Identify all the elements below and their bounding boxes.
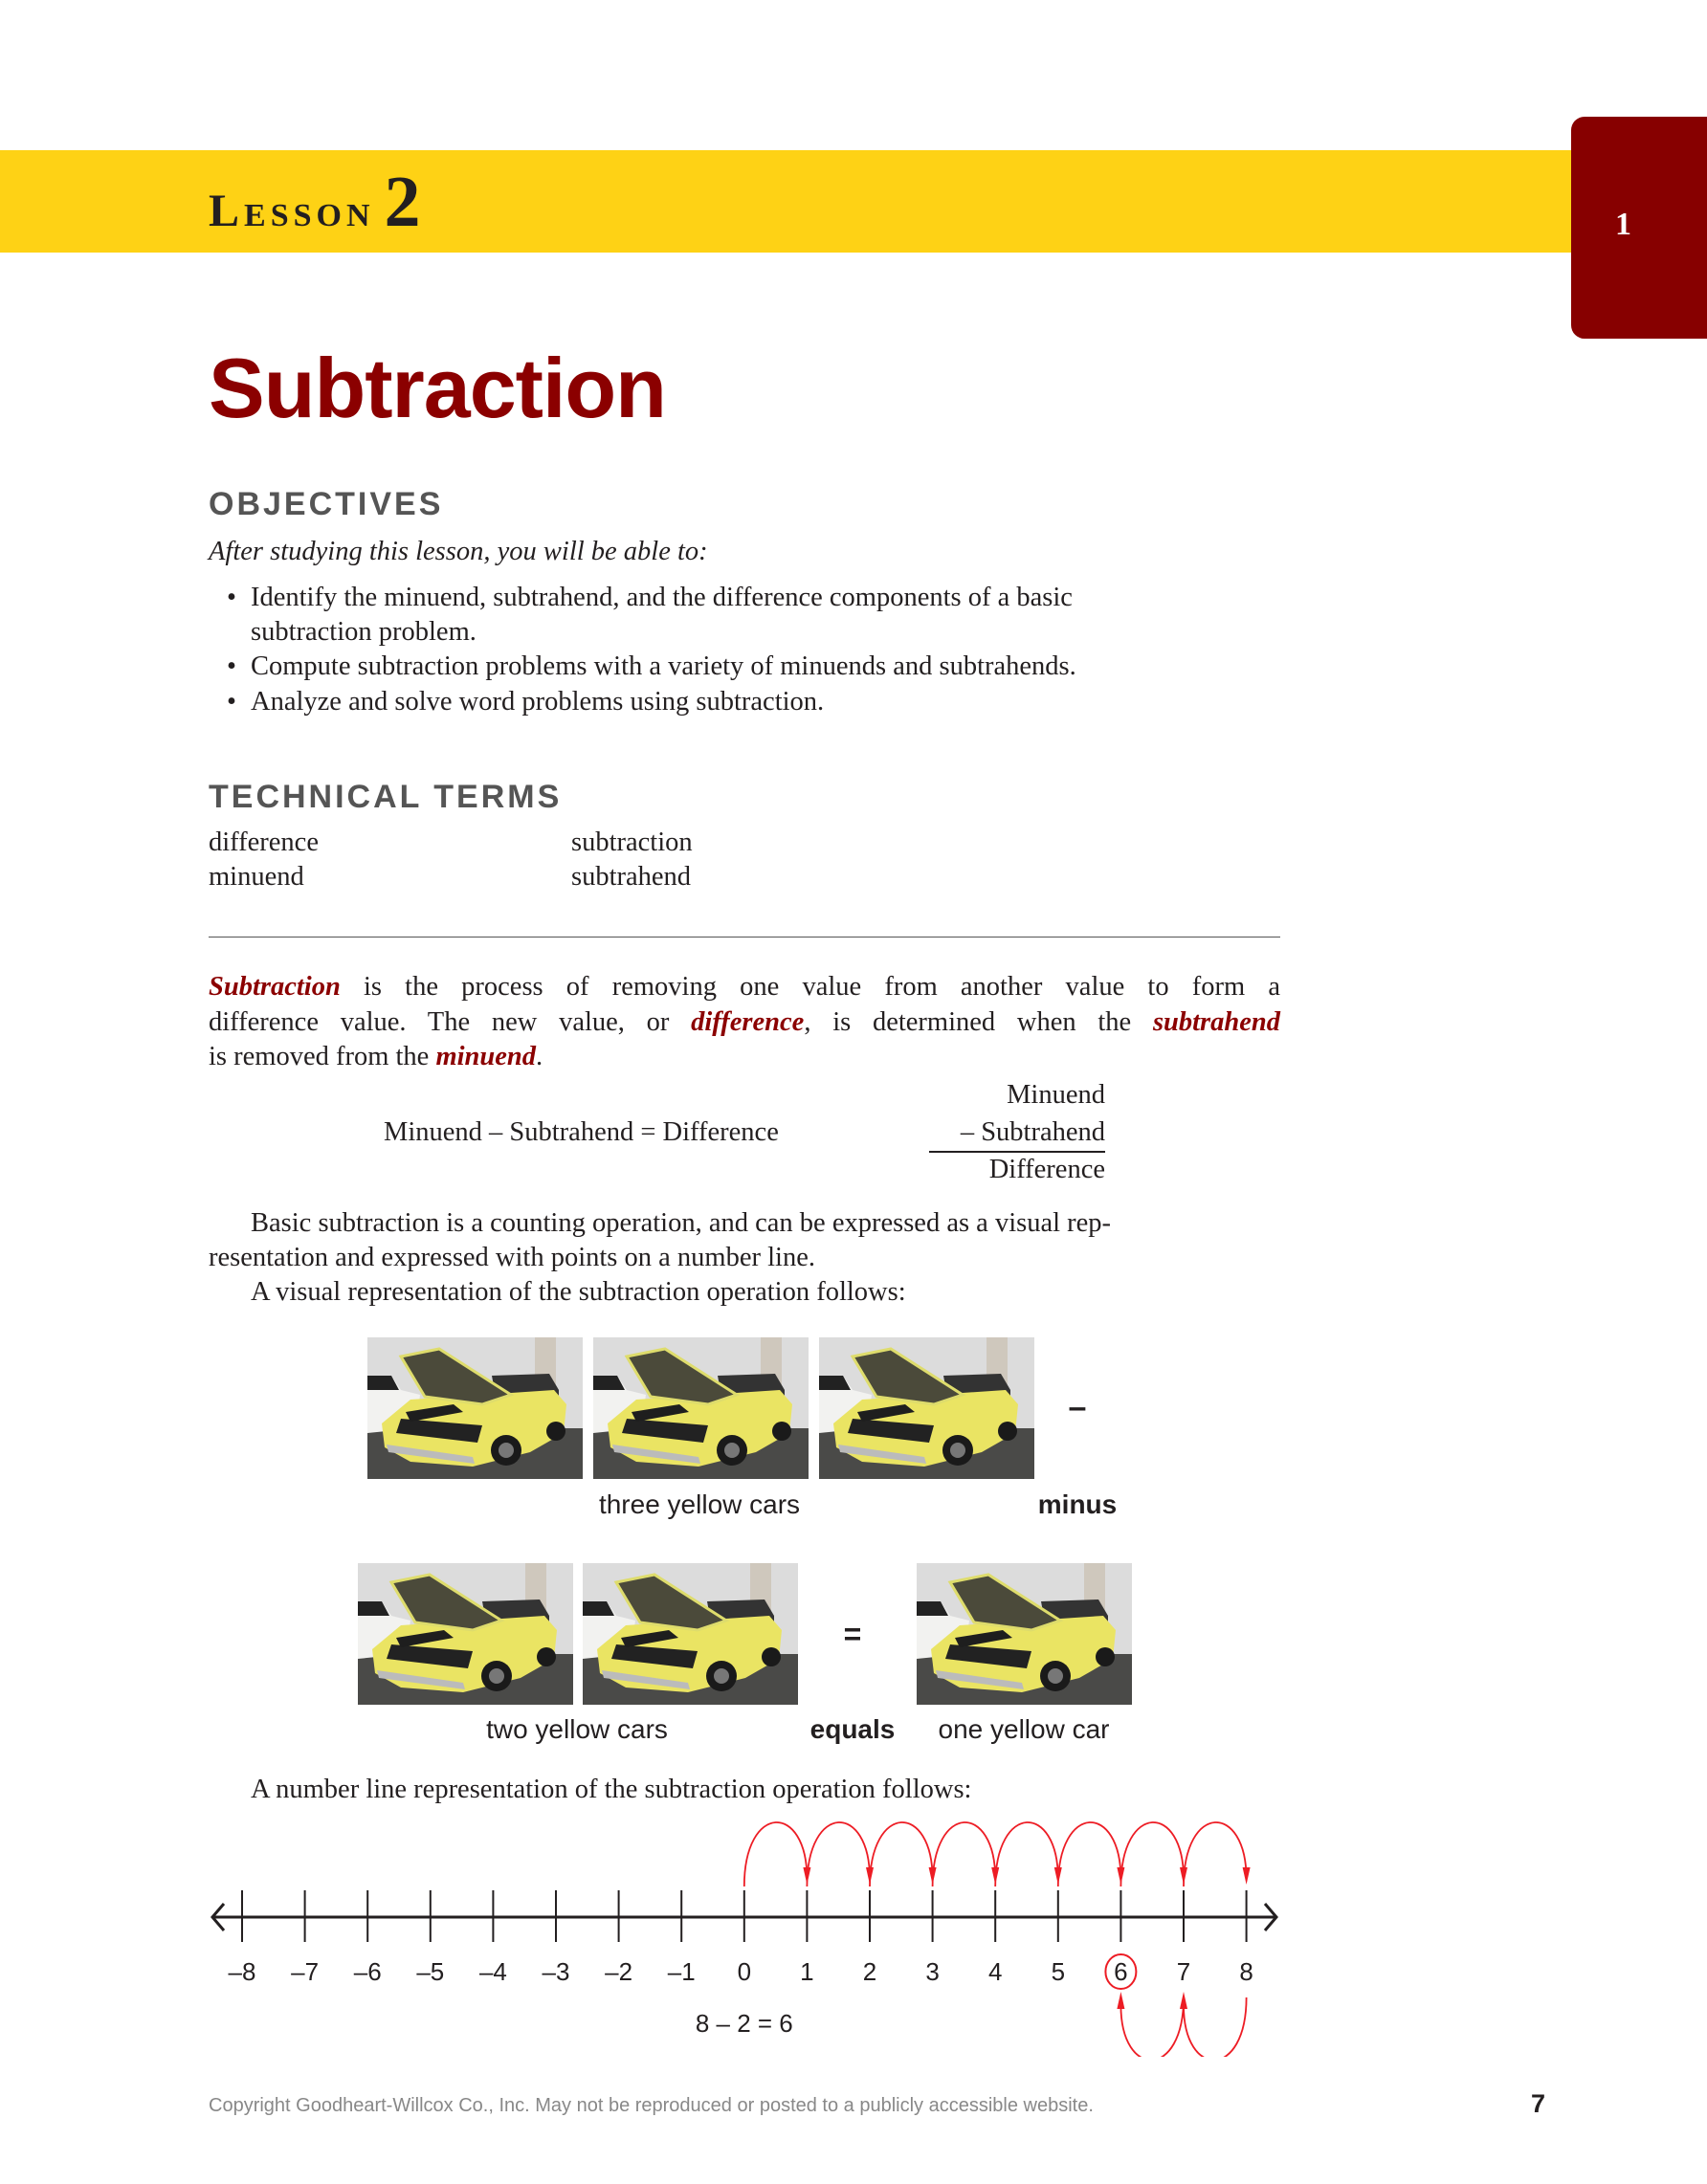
page-title: Subtraction bbox=[209, 341, 666, 435]
definition-line-2 bbox=[209, 1005, 1280, 1040]
term: subtraction bbox=[571, 827, 693, 857]
forward-hop-arc bbox=[995, 1822, 1058, 1886]
section-divider bbox=[209, 937, 1280, 938]
tick-label: 0 bbox=[737, 1957, 752, 1986]
tick-label: –5 bbox=[416, 1957, 445, 1986]
arrowhead-icon bbox=[1117, 1992, 1124, 2009]
equals-symbol: = bbox=[843, 1617, 862, 1651]
yellow-car-image bbox=[358, 1563, 573, 1705]
lesson-label bbox=[209, 161, 421, 244]
body-text: A visual representation of the subtraction operation follows: bbox=[251, 1277, 906, 1307]
objective-bullet: • bbox=[227, 687, 236, 717]
tick-label: 7 bbox=[1176, 1957, 1191, 1986]
backward-hop-arc bbox=[1184, 1997, 1247, 2057]
term-subtraction: Subtraction bbox=[209, 972, 341, 1002]
forward-hop-arc bbox=[744, 1822, 808, 1886]
minus-symbol: – bbox=[1068, 1389, 1087, 1425]
tick-label: –4 bbox=[478, 1957, 507, 1986]
objectives-heading: OBJECTIVES bbox=[209, 486, 444, 522]
forward-hop-arc bbox=[1184, 1822, 1247, 1886]
term: minuend bbox=[209, 862, 304, 892]
tick-label: –2 bbox=[605, 1957, 633, 1986]
forward-hop-arc bbox=[1120, 1822, 1184, 1886]
text: . bbox=[535, 1042, 543, 1071]
tick-label: 5 bbox=[1051, 1957, 1066, 1986]
tick-label: 3 bbox=[925, 1957, 940, 1986]
objective-item: Analyze and solve word problems using subtraction. bbox=[251, 687, 825, 717]
objectives-intro: After studying this lesson, you will be able to: bbox=[209, 537, 708, 566]
term-minuend: minuend bbox=[435, 1042, 536, 1071]
tick-label: 4 bbox=[987, 1957, 1003, 1986]
text: is removed from the bbox=[209, 1042, 430, 1071]
formula-difference: Difference bbox=[988, 1155, 1105, 1184]
definition-line-3 bbox=[209, 1040, 543, 1074]
technical-terms-heading: TECHNICAL TERMS bbox=[209, 779, 563, 815]
objective-item: Compute subtraction problems with a variety of minuends and subtrahends. bbox=[251, 651, 1076, 681]
objective-bullet: • bbox=[227, 651, 236, 681]
caption-one-car: one yellow car bbox=[938, 1714, 1110, 1744]
chapter-tab bbox=[1571, 117, 1707, 339]
tick-label: –1 bbox=[667, 1957, 696, 1986]
tick-label: 2 bbox=[862, 1957, 877, 1986]
lesson-number: 2 bbox=[384, 162, 421, 242]
caption-two-cars: two yellow cars bbox=[486, 1714, 668, 1744]
caption-equals: equals bbox=[809, 1714, 896, 1744]
caption-minus: minus bbox=[1037, 1489, 1118, 1519]
number-line bbox=[0, 1818, 1707, 2057]
term-subtrahend: subtrahend bbox=[1152, 1007, 1280, 1037]
tick-label: –6 bbox=[353, 1957, 382, 1986]
term-difference: difference bbox=[691, 1007, 805, 1037]
term: difference bbox=[209, 827, 319, 857]
yellow-car-image bbox=[367, 1337, 583, 1479]
formula-subtrahend: – Subtrahend bbox=[960, 1117, 1105, 1147]
copyright: Copyright Goodheart-Willcox Co., Inc. May not be reproduced or posted to a publicly accessible website. bbox=[209, 2095, 1094, 2116]
body-text: A number line representation of the subtraction operation follows: bbox=[251, 1775, 972, 1804]
body-text: Basic subtraction is a counting operation, and can be expressed as a visual rep- bbox=[251, 1208, 1112, 1238]
yellow-car-image bbox=[593, 1337, 809, 1479]
objective-item: Identify the minuend, subtrahend, and the difference components of a basic bbox=[251, 583, 1073, 612]
number-line-equation: 8 – 2 = 6 bbox=[695, 2009, 793, 2038]
forward-hop-arc bbox=[1058, 1822, 1121, 1886]
lesson-word: Lesson bbox=[209, 186, 375, 236]
tick-label: –7 bbox=[291, 1957, 320, 1986]
body-text: resentation and expressed with points on a number line. bbox=[209, 1243, 815, 1272]
forward-hop-arc bbox=[870, 1822, 933, 1886]
term: subtrahend bbox=[571, 862, 692, 892]
backward-hop-arc bbox=[1120, 1997, 1184, 2057]
text: difference value. The new value, or bbox=[209, 1007, 670, 1037]
text: , is determined when the bbox=[804, 1007, 1132, 1037]
definition-line-1 bbox=[209, 970, 1280, 1004]
objective-item-cont: subtraction problem. bbox=[251, 617, 477, 647]
tick-label: 1 bbox=[800, 1957, 814, 1986]
objective-bullet: • bbox=[227, 583, 236, 612]
arrowhead-icon bbox=[1243, 1867, 1251, 1885]
tick-label: –3 bbox=[542, 1957, 570, 1986]
yellow-car-image bbox=[583, 1563, 798, 1705]
tick-label: –8 bbox=[228, 1957, 256, 1986]
formula-inline: Minuend – Subtrahend = Difference bbox=[384, 1117, 779, 1147]
chapter-tab-number: 1 bbox=[1615, 207, 1631, 242]
formula-minuend: Minuend bbox=[1007, 1080, 1105, 1110]
page-number: 7 bbox=[1531, 2089, 1546, 2118]
text: is the process of removing one value from another value to form a bbox=[363, 972, 1281, 1002]
tick-label: 8 bbox=[1239, 1957, 1253, 1986]
tick-label: 6 bbox=[1114, 1957, 1128, 1986]
forward-hop-arc bbox=[933, 1822, 996, 1886]
forward-hop-arc bbox=[807, 1822, 870, 1886]
caption-three-cars: three yellow cars bbox=[598, 1489, 801, 1519]
yellow-car-image bbox=[819, 1337, 1034, 1479]
yellow-car-image bbox=[917, 1563, 1132, 1705]
